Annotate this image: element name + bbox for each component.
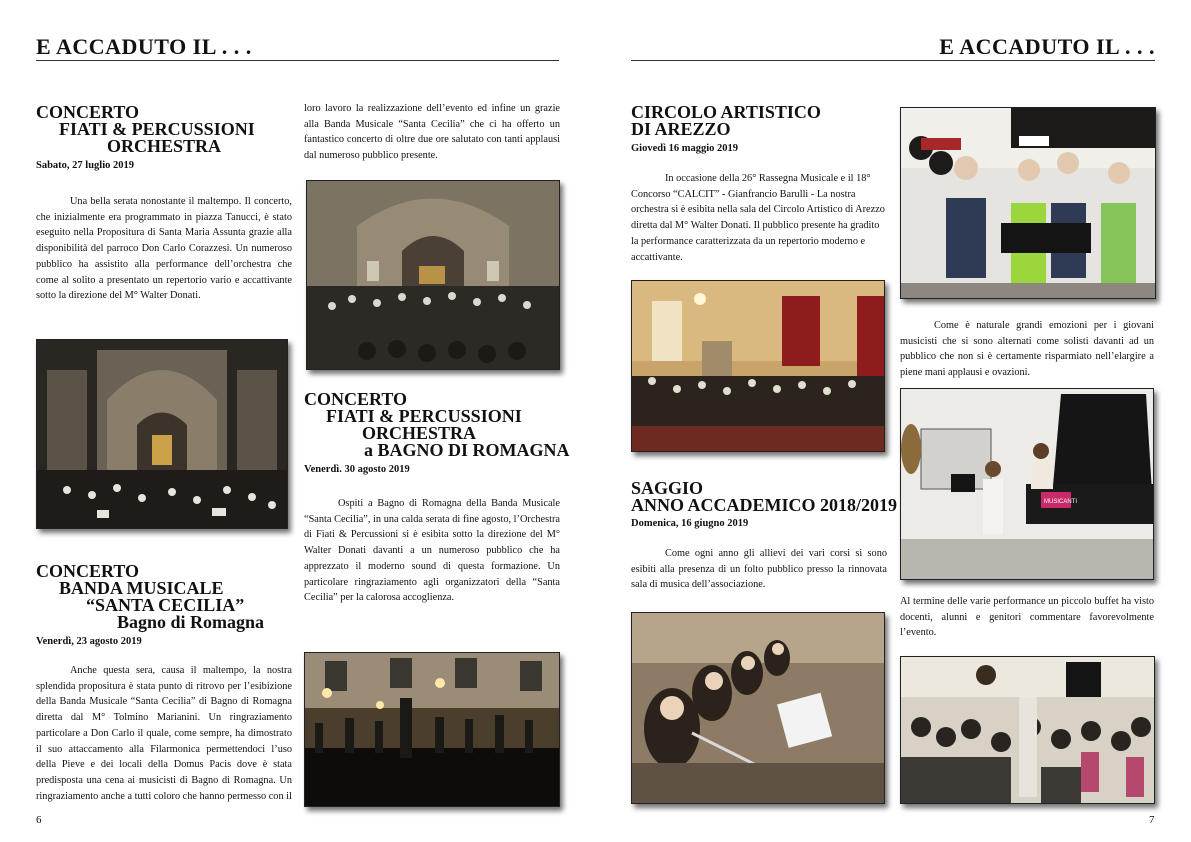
left-article3-title-line4: a BAGNO DI ROMAGNA bbox=[364, 440, 570, 460]
left-article1-body bbox=[36, 194, 292, 304]
left-article3-date: Venerdì. 30 agosto 2019 bbox=[304, 464, 410, 475]
right-col2-text1-content: Come è naturale grandi emozioni per i giovani musicisti che si sono alternati come solisti davanti ad un pubblico che non si è certamente risparmiato nell’elargire a piene mani applausi e ovazioni. bbox=[900, 320, 1154, 379]
left-article3-title bbox=[304, 391, 570, 459]
church-band-photo bbox=[306, 180, 560, 370]
left-article2-title-line3: “SANTA CECILIA” bbox=[86, 595, 245, 615]
piano-violin-photo bbox=[900, 388, 1154, 580]
left-article2-title-line2: BANDA MUSICALE bbox=[59, 578, 224, 598]
flute-students-photo bbox=[631, 612, 885, 804]
left-article1-date: Sabato, 27 luglio 2019 bbox=[36, 160, 135, 171]
right-article1-date: Giovedì 16 maggio 2019 bbox=[631, 143, 739, 154]
left-page-number: 6 bbox=[36, 814, 42, 826]
right-header-rule bbox=[631, 60, 1155, 61]
night-concert-photo bbox=[304, 652, 560, 807]
right-article1-title bbox=[631, 104, 821, 138]
right-article2-title-line1: SAGGIO bbox=[631, 478, 704, 498]
right-article2-title-line2: ANNO ACCADEMICO 2018/2019 bbox=[631, 495, 898, 515]
left-article1-title-line3: ORCHESTRA bbox=[107, 136, 222, 156]
right-article1-body-text: In occasione della 26° Rassegna Musicale e il 18° Concorso “CALCIT” - Gianfrancio Barulli - La nostra orchestra si è esibita nella sala del Circolo Artistico di Arezzo diretta dal M° Walter Donati. Il pubblico presente ha gradito la performance caratterizzata da un repertorio moderno e accattivante. bbox=[631, 173, 885, 263]
left-article3-title-line2: FIATI & PERCUSSIONI bbox=[326, 406, 522, 426]
right-page-number: 7 bbox=[1149, 814, 1155, 826]
left-article3-body bbox=[304, 496, 560, 606]
left-article2-continuation: loro lavoro la realizzazione dell’evento ed infine un grazie alla Banda Musicale “Santa Cecilia” che ci ha offerto un fantastico concerto di oltre due ore salutato con tanti applausi dal numeroso pubblico presente. bbox=[304, 103, 560, 162]
left-header-rule bbox=[36, 60, 559, 61]
left-article1-body-text: Una bella serata nonostante il maltempo. Il concerto, che inizialmente era programmato in piazza Tanucci, è stato eseguito nella Propositura di Santa Maria Assunta grazie alla disponibilità del parroco Don Carlo Corazzesi. Un numeroso pubblico ha assistito alla performance dell’orchestra che come al solito a presentato un repertorio vario e accattivante sotto la direzione del M° Walter Donati. bbox=[36, 196, 292, 302]
audience-photo bbox=[900, 656, 1155, 804]
right-article2-title bbox=[631, 480, 897, 514]
piano-banner bbox=[1044, 499, 1077, 505]
left-article3-title-line1: CONCERTO bbox=[304, 389, 408, 409]
left-article1-title-line2: FIATI & PERCUSSIONI bbox=[59, 119, 255, 139]
right-article2-body-text: Come ogni anno gli allievi dei vari corsi si sono esibiti alla presenza di un folto pubblico presso la rinnovata sala di musica dell’associazione. bbox=[631, 548, 887, 591]
right-col2-text1 bbox=[900, 318, 1154, 381]
left-article3-title-line3: ORCHESTRA bbox=[362, 423, 477, 443]
left-article2-body-text: Anche questa sera, causa il maltempo, la nostra splendida propositura è stata punto di ritrovo per l’esibizione della Banda Musicale “Santa Cecilia” di Bagno di Romagna diretta dal M° Tolmino Marianini. Un ringraziamento particolare a Don Carlo il quale, come sempre, ha dimostrato il suo attaccamento alla Filarmonica permettendoci l’uso della Pieve e dei locali della Domus Pacis dove è stata predisposta una cena ai musicisti di Bagno di Romagna. Un ringraziamento anche a tutti coloro che hanno permesso con il bbox=[36, 665, 292, 802]
right-page-header: E ACCADUTO IL . . . bbox=[939, 34, 1155, 59]
left-article2-title-line1: CONCERTO bbox=[36, 561, 140, 581]
left-article2-date: Venerdì, 23 agosto 2019 bbox=[36, 636, 142, 647]
left-article2-title bbox=[36, 563, 264, 631]
left-article3-body-text: Ospiti a Bagno di Romagna della Banda Musicale “Santa Cecilia”, in una calda serata di fine agosto, l’Orchestra di Fiati & Percussioni si è esibita sotto la direzione del M° Walter Donati davanti a un numeroso pubblico che ha apprezzato il moderno sound di questa formazione. Un particolare ringraziamento agli organizzatori della “Santa Cecilia” per la calorosa accoglienza. bbox=[304, 498, 560, 604]
left-article1-title-line1: CONCERTO bbox=[36, 102, 140, 122]
right-article2-date: Domenica, 16 giugno 2019 bbox=[631, 518, 749, 529]
right-col2-text2: Al termine delle varie performance un piccolo buffet ha visto docenti, alunni e genitori commentare favorevolmente l’evento. bbox=[900, 596, 1154, 639]
piano-banner-text: MUSICANTI bbox=[1044, 499, 1077, 505]
right-article1-body bbox=[631, 171, 887, 265]
right-article1-title-line2: DI AREZZO bbox=[631, 119, 731, 139]
left-article1-title bbox=[36, 104, 255, 155]
brass-students-photo bbox=[900, 107, 1156, 299]
church-concert-photo bbox=[36, 339, 288, 529]
right-article2-body bbox=[631, 546, 887, 593]
arezzo-hall-photo bbox=[631, 280, 885, 452]
left-article2-body bbox=[36, 663, 292, 804]
right-article1-title-line1: CIRCOLO ARTISTICO bbox=[631, 102, 821, 122]
left-page-header: E ACCADUTO IL . . . bbox=[36, 34, 252, 59]
left-article2-title-line4: Bagno di Romagna bbox=[117, 612, 265, 632]
